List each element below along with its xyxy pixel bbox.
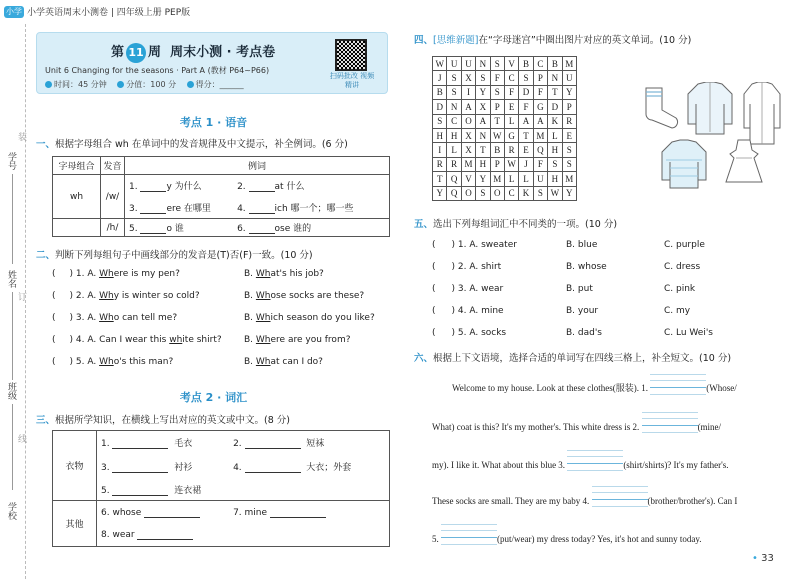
vocab-2: 2. 短袜: [233, 431, 389, 455]
left-column: [36, 32, 391, 541]
word-search-row: [433, 71, 577, 85]
header-combo: 字母组合: [53, 157, 101, 175]
word-search-cell[interactable]: S: [562, 157, 576, 171]
header-examples: 例词: [125, 157, 390, 175]
word-search-cell[interactable]: J: [519, 157, 533, 171]
word-search-cell[interactable]: K: [519, 186, 533, 200]
score-icon: [117, 81, 124, 88]
word-search-cell[interactable]: H: [447, 128, 461, 142]
word-search-cell[interactable]: F: [533, 85, 547, 99]
word-search-cell[interactable]: M: [562, 172, 576, 186]
word-search-cell[interactable]: X: [461, 128, 475, 142]
judge-list: [36, 261, 391, 373]
word-search-cell[interactable]: V: [461, 172, 475, 186]
example-3: 3. ere 在哪里: [125, 197, 238, 219]
judge-item-4-b: B. Where are you from?: [244, 335, 351, 345]
word-search-cell[interactable]: R: [504, 143, 518, 157]
word-search-cell[interactable]: H: [548, 172, 562, 186]
cut-mark-1: 装: [16, 132, 26, 141]
word-search-cell[interactable]: W: [548, 186, 562, 200]
four-line-blank-1[interactable]: [650, 380, 706, 394]
judge-item-4: ( ) 4. A. Can I wear this white shirt?: [52, 335, 222, 345]
label-student-number: 学号: [6, 152, 16, 170]
question-2-title: 二、判断下列每组句子中画线部分的发音是(T)否(F)一致。(10 分): [36, 250, 313, 261]
word-search-cell[interactable]: Y: [562, 186, 576, 200]
word-search-cell[interactable]: F: [504, 85, 518, 99]
word-search-cell[interactable]: S: [433, 114, 447, 128]
word-search-cell[interactable]: M: [461, 157, 475, 171]
series-title: 小学英语周末小测卷 | 四年级上册 PEP版: [27, 8, 191, 18]
question-5-title: 五、选出下列每组词汇中不同类的一项。(10 分): [414, 219, 618, 230]
passage-line-1: Welcome to my house. Look at these clothes(服装). 1. (Whose/: [452, 380, 737, 394]
word-search-cell[interactable]: B: [519, 57, 533, 71]
sweater-icon: [662, 140, 706, 188]
word-search-cell[interactable]: T: [519, 128, 533, 142]
example-6: 6. ose 谁的: [237, 219, 389, 237]
word-search-row: [433, 172, 577, 186]
label-school: 学校: [6, 502, 16, 520]
word-search-cell[interactable]: L: [447, 143, 461, 157]
blank-6[interactable]: [249, 233, 275, 234]
word-search-cell[interactable]: W: [504, 157, 518, 171]
label-name: 姓名: [6, 270, 16, 288]
category-clothes: 衣物: [53, 431, 97, 501]
word-search-cell[interactable]: L: [504, 114, 518, 128]
word-search-cell[interactable]: N: [476, 128, 490, 142]
page-number: • 33: [752, 553, 774, 564]
word-search-cell[interactable]: A: [533, 114, 547, 128]
clock-icon: [45, 81, 52, 88]
shirt-icon: [688, 82, 732, 134]
word-search-cell[interactable]: A: [461, 100, 475, 114]
blank-1[interactable]: [140, 191, 166, 192]
blank-2[interactable]: [249, 191, 275, 192]
word-search-cell[interactable]: S: [548, 157, 562, 171]
word-search-cell[interactable]: S: [476, 71, 490, 85]
word-search-cell[interactable]: B: [548, 57, 562, 71]
right-column: [414, 32, 788, 544]
vocab-blank-4[interactable]: [245, 472, 301, 473]
four-line-blank-2[interactable]: [642, 418, 698, 432]
word-search-cell[interactable]: P: [562, 100, 576, 114]
word-search-cell[interactable]: X: [476, 100, 490, 114]
word-search-cell[interactable]: T: [490, 114, 504, 128]
passage-line-4: These socks are small. They are my baby 4. (brother/brother's). Can I: [432, 492, 737, 506]
word-search-cell[interactable]: B: [490, 143, 504, 157]
sound-h: /h/: [101, 219, 125, 237]
week-badge: 11: [126, 43, 146, 63]
combo-wh: wh: [53, 175, 101, 219]
word-search-cell[interactable]: H: [433, 128, 447, 142]
odd-item-1-b: B. blue: [566, 240, 598, 250]
vocab-5: 5. 连衣裙: [97, 479, 390, 501]
word-search-cell[interactable]: P: [490, 100, 504, 114]
word-search-cell[interactable]: Y: [476, 85, 490, 99]
passage-line-5: 5. (put/wear) my dress today? Yes, it's hot and sunny today.: [432, 530, 702, 544]
question-3-title: 三、根据所学知识，在横线上写出对应的英文或中文。(8 分): [36, 415, 290, 426]
name-line: [12, 292, 13, 380]
class-line: [12, 404, 13, 490]
example-2: 2. at 什么: [237, 175, 389, 197]
cut-mark-2: 订: [16, 292, 26, 301]
word-search-row: [433, 114, 577, 128]
word-search-cell[interactable]: G: [533, 100, 547, 114]
question-4-title: 四、[思维新题]在“字母迷宫”中圈出图片对应的英文单词。(10 分): [414, 35, 692, 46]
odd-item-5: ( ) 5. A. socks: [432, 328, 507, 338]
word-search-row: [433, 128, 577, 142]
odd-item-2-c: C. dress: [664, 262, 701, 272]
vocab-table: [52, 430, 390, 547]
word-search-cell[interactable]: X: [461, 71, 475, 85]
word-search-row: [433, 186, 577, 200]
word-search-cell[interactable]: D: [548, 100, 562, 114]
vocab-blank-7[interactable]: [270, 517, 326, 518]
word-search-cell[interactable]: E: [504, 100, 518, 114]
series-logo: 小学: [6, 7, 22, 16]
word-search-cell[interactable]: G: [504, 128, 518, 142]
word-search-cell[interactable]: T: [433, 172, 447, 186]
judge-item-5-b: B. What can I do?: [244, 357, 323, 367]
word-search-grid: [432, 56, 577, 201]
word-search-row: [433, 143, 577, 157]
word-search-cell[interactable]: F: [533, 157, 547, 171]
vocab-blank-6[interactable]: [144, 517, 200, 518]
word-search-cell[interactable]: H: [476, 157, 490, 171]
word-search-cell[interactable]: P: [533, 71, 547, 85]
word-search-cell[interactable]: I: [461, 85, 475, 99]
word-search-cell[interactable]: E: [562, 128, 576, 142]
header-sound: 发音: [101, 157, 125, 175]
quiz-meta: 时间：45 分钟 分值：100 分 得分：______: [45, 79, 252, 90]
vocab-8: 8. wear: [97, 525, 390, 547]
word-search-cell[interactable]: R: [447, 157, 461, 171]
odd-item-4-b: B. your: [566, 306, 599, 316]
odd-item-4-c: C. my: [664, 306, 691, 316]
student-info-margin: [0, 24, 26, 579]
passage-line-2: What) coat is this? It's my mother's. This white dress is 2. (mine/: [432, 418, 721, 432]
section-vocab-title: 考点 2 · 词汇: [179, 391, 248, 404]
word-search-cell[interactable]: T: [548, 85, 562, 99]
odd-item-3-c: C. pink: [664, 284, 696, 294]
judge-item-2-b: B. Whose socks are these?: [244, 291, 365, 301]
question-1-title: 一、根据字母组合 wh 在单词中的发音规律及中文提示，补全例词。(6 分): [36, 139, 348, 150]
word-search-row: [433, 57, 577, 71]
word-search-cell[interactable]: W: [490, 128, 504, 142]
quiz-title: 第 11 周 周末小测 · 考点卷: [111, 41, 275, 63]
word-search-cell[interactable]: Q: [533, 143, 547, 157]
odd-item-4: ( ) 4. A. mine: [432, 306, 504, 316]
word-search-cell[interactable]: V: [504, 57, 518, 71]
four-line-blank-5[interactable]: [441, 530, 497, 544]
word-search-cell[interactable]: C: [504, 186, 518, 200]
example-4: 4. ich 哪一个；哪一些: [237, 197, 389, 219]
socks-icon: [646, 88, 678, 128]
word-search-cell[interactable]: Q: [447, 186, 461, 200]
blank-3[interactable]: [140, 213, 166, 214]
word-search-cell[interactable]: Y: [433, 186, 447, 200]
odd-one-out-list: [414, 232, 788, 352]
judge-item-1-b: B. What's his job?: [244, 269, 324, 279]
combo-empty: [53, 219, 101, 237]
word-search-cell[interactable]: F: [490, 71, 504, 85]
section-phonics-title: 考点 1 · 语音: [179, 116, 248, 129]
quiz-header: [36, 32, 388, 94]
word-search-cell[interactable]: Y: [562, 85, 576, 99]
word-search-cell[interactable]: U: [533, 172, 547, 186]
word-search-cell[interactable]: L: [519, 172, 533, 186]
word-search-cell[interactable]: C: [533, 57, 547, 71]
vocab-blank-2[interactable]: [245, 448, 301, 449]
word-search-cell[interactable]: A: [519, 114, 533, 128]
question-6-title: 六、根据上下文语境，选择合适的单词写在四线三格上，补全短文。(10 分): [414, 353, 732, 364]
vocab-4: 4. 大衣；外套: [233, 455, 389, 479]
example-5: 5. o 谁: [125, 219, 238, 237]
word-search-cell[interactable]: Y: [476, 172, 490, 186]
word-search-cell[interactable]: I: [433, 143, 447, 157]
phonics-table: [52, 156, 390, 237]
word-search-cell[interactable]: H: [548, 143, 562, 157]
word-search-cell[interactable]: U: [562, 71, 576, 85]
blank-5[interactable]: [140, 233, 166, 234]
word-search-cell[interactable]: M: [490, 172, 504, 186]
dress-icon: [726, 140, 762, 182]
vocab-blank-1[interactable]: [112, 448, 168, 449]
word-search-cell[interactable]: R: [433, 157, 447, 171]
word-search-cell[interactable]: O: [461, 186, 475, 200]
word-search-cell[interactable]: K: [548, 114, 562, 128]
judge-item-5: ( ) 5. A. Who's this man?: [52, 357, 174, 367]
word-search-cell[interactable]: U: [461, 57, 475, 71]
judge-item-2: ( ) 2. A. Why is winter so cold?: [52, 291, 200, 301]
judge-item-3-b: B. Which season do you like?: [244, 313, 375, 323]
sound-w: /w/: [101, 175, 125, 219]
word-search-cell[interactable]: C: [447, 114, 461, 128]
word-search-cell[interactable]: J: [433, 71, 447, 85]
odd-item-3: ( ) 3. A. wear: [432, 284, 504, 294]
word-search-cell[interactable]: D: [433, 100, 447, 114]
label-class: 班级: [6, 382, 16, 400]
pen-icon: [187, 81, 194, 88]
odd-item-5-b: B. dad's: [566, 328, 602, 338]
student-number-line: [12, 174, 13, 264]
vocab-blank-3[interactable]: [112, 472, 168, 473]
blank-4[interactable]: [249, 213, 275, 214]
vocab-blank-5[interactable]: [112, 495, 168, 496]
word-search-cell[interactable]: M: [562, 57, 576, 71]
word-search-cell[interactable]: C: [504, 71, 518, 85]
word-search-cell[interactable]: S: [533, 186, 547, 200]
word-search-cell[interactable]: N: [476, 57, 490, 71]
word-search-cell[interactable]: P: [490, 157, 504, 171]
word-search-row: [433, 157, 577, 171]
vocab-1: 1. 毛衣: [97, 431, 234, 455]
four-line-blank-4[interactable]: [592, 492, 648, 506]
word-search-cell[interactable]: B: [433, 85, 447, 99]
example-1: 1. y 为什么: [125, 175, 238, 197]
odd-item-2-b: B. whose: [566, 262, 607, 272]
odd-item-5-c: C. Lu Wei's: [664, 328, 713, 338]
word-search-cell[interactable]: S: [447, 85, 461, 99]
qr-code-icon[interactable]: [335, 39, 367, 71]
top-bar: [0, 0, 800, 24]
word-search-cell[interactable]: O: [490, 186, 504, 200]
word-search-cell[interactable]: S: [490, 85, 504, 99]
word-search-cell[interactable]: S: [562, 143, 576, 157]
vocab-3: 3. 衬衫: [101, 463, 193, 473]
passage: [414, 368, 788, 568]
word-search-cell[interactable]: N: [548, 71, 562, 85]
category-others: 其他: [53, 501, 97, 547]
word-search-cell[interactable]: L: [548, 128, 562, 142]
four-line-blank-3[interactable]: [567, 456, 623, 470]
word-search-cell[interactable]: R: [562, 114, 576, 128]
word-search-row: [433, 85, 577, 99]
odd-item-1: ( ) 1. A. sweater: [432, 240, 517, 250]
passage-line-3: my). I like it. What about this blue 3. (shirt/shirts)? It's my father's.: [432, 456, 729, 470]
word-search-cell[interactable]: D: [519, 85, 533, 99]
word-search-cell[interactable]: E: [519, 143, 533, 157]
qr-label: 扫码批改 视频精讲: [329, 72, 375, 89]
word-search-cell[interactable]: X: [461, 143, 475, 157]
word-search-cell[interactable]: Q: [447, 172, 461, 186]
unit-info: Unit 6 Changing for the seasons · Part A (教材 P64~P66): [45, 66, 270, 75]
odd-item-1-c: C. purple: [664, 240, 705, 250]
word-search-cell[interactable]: O: [461, 114, 475, 128]
cut-mark-3: 线: [16, 434, 26, 443]
word-search-cell[interactable]: M: [533, 128, 547, 142]
coat-icon: [744, 82, 780, 144]
word-search-cell[interactable]: F: [519, 100, 533, 114]
word-search-cell[interactable]: S: [490, 57, 504, 71]
vocab-7: 7. mine: [233, 501, 389, 525]
word-search-cell[interactable]: S: [476, 186, 490, 200]
clothing-pictures-row2: [646, 138, 786, 198]
word-search-cell[interactable]: U: [447, 57, 461, 71]
word-search-cell[interactable]: S: [519, 71, 533, 85]
word-search-cell[interactable]: S: [447, 71, 461, 85]
word-search-cell[interactable]: T: [476, 143, 490, 157]
judge-item-1: ( ) 1. A. Where is my pen?: [52, 269, 180, 279]
vocab-6: 6. whose: [97, 501, 234, 525]
odd-item-2: ( ) 2. A. shirt: [432, 262, 502, 272]
word-search-row: [433, 100, 577, 114]
odd-item-3-b: B. put: [566, 284, 593, 294]
word-search-cell[interactable]: A: [476, 114, 490, 128]
judge-item-3: ( ) 3. A. Who can tell me?: [52, 313, 178, 323]
word-search-cell[interactable]: W: [433, 57, 447, 71]
vocab-blank-8[interactable]: [137, 539, 193, 540]
word-search-cell[interactable]: L: [504, 172, 518, 186]
word-search-cell[interactable]: N: [447, 100, 461, 114]
